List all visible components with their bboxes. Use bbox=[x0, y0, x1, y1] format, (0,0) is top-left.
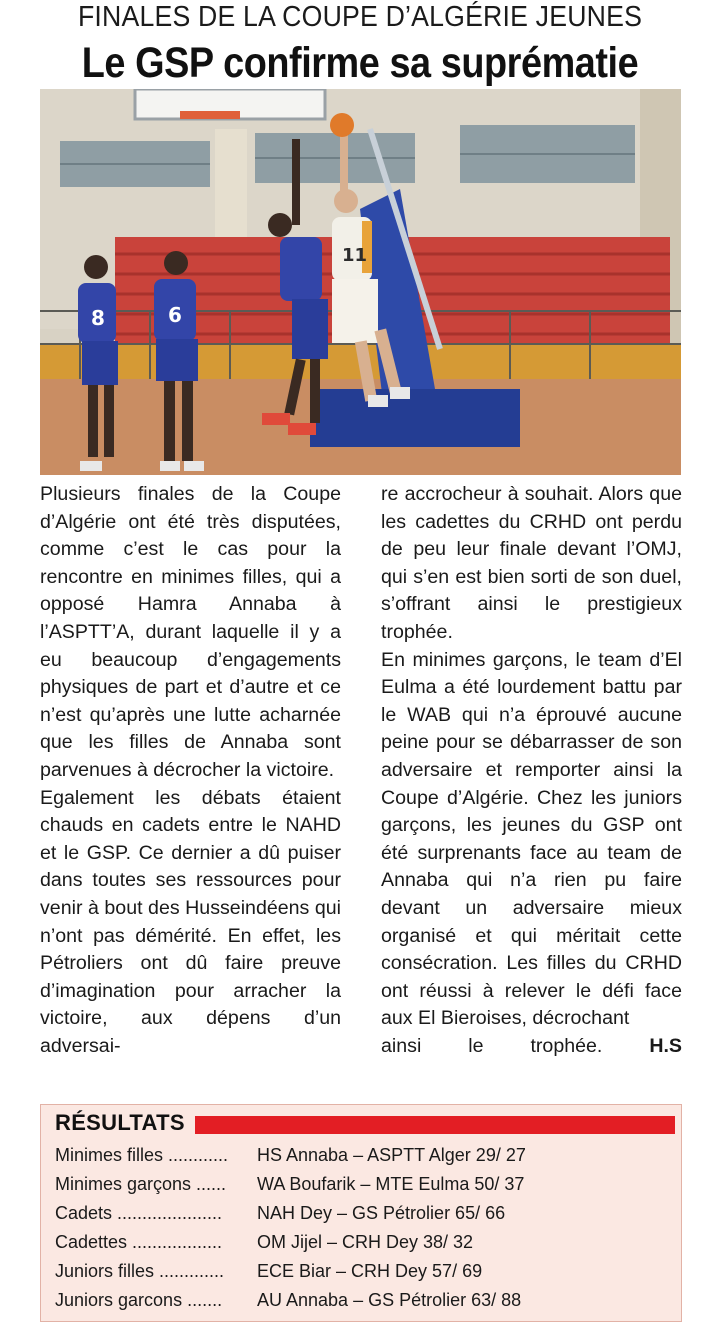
result-category: Juniors filles ............. bbox=[55, 1261, 225, 1281]
result-score: NAH Dey – GS Pétrolier 65/ 66 bbox=[257, 1203, 506, 1223]
results-list bbox=[55, 1141, 675, 1315]
results-box bbox=[40, 1104, 682, 1322]
results-title: RÉSULTATS bbox=[55, 1110, 185, 1135]
result-row bbox=[55, 1257, 675, 1286]
results-accent-bar bbox=[195, 1116, 675, 1134]
result-row bbox=[55, 1199, 675, 1228]
result-category: Minimes garçons ...... bbox=[55, 1174, 227, 1194]
article-closing-line bbox=[381, 1033, 682, 1061]
article-paragraph: En minimes garçons, le team d’El Eulma a été lourdement battu par le WAB qui n’a éprouvé aucune peine pour se débarrasser de son adversaire et remporter ainsi la Coupe d’Algérie. Chez les juniors garçons, les jeunes du GSP ont été surprenants face au team de Annaba qui n’a rien pu faire devant un adversaire mieux organisé et qui méritait cette consécration. Les filles du CRHD ont réussi à relever le défi face aux El Bieroises, décrochant bbox=[381, 648, 682, 1030]
article-headline: Le GSP confirme sa suprématie bbox=[81, 39, 639, 87]
result-category: Minimes filles ............ bbox=[55, 1145, 229, 1165]
article-column-right bbox=[381, 481, 682, 1060]
result-row bbox=[55, 1228, 675, 1257]
article-last-line: ainsi le trophée. bbox=[381, 1034, 603, 1057]
result-category: Cadettes .................. bbox=[55, 1232, 223, 1252]
basketball-photo bbox=[40, 89, 681, 475]
jersey-number: 8 bbox=[91, 306, 105, 330]
result-category: Juniors garcons ....... bbox=[55, 1290, 223, 1310]
article-signature: H.S bbox=[649, 1034, 682, 1057]
result-row bbox=[55, 1170, 675, 1199]
results-header bbox=[55, 1109, 677, 1137]
result-score: OM Jijel – CRH Dey 38/ 32 bbox=[257, 1232, 474, 1252]
result-row bbox=[55, 1286, 675, 1315]
article-paragraph: re accrocheur à souhait. Alors que les cadettes du CRHD ont perdu de peu leur finale devant l’OMJ, qui s’en est bien sorti de son duel, s’offrant ainsi le prestigieux trophée. bbox=[381, 483, 682, 643]
jersey-number: 6 bbox=[168, 303, 182, 327]
result-score: AU Annaba – GS Pétrolier 63/ 88 bbox=[257, 1290, 522, 1310]
result-score: WA Boufarik – MTE Eulma 50/ 37 bbox=[257, 1174, 525, 1194]
article-paragraph: Plusieurs finales de la Coupe d’Algérie ont été très disputées, comme c’est le cas pour la rencontre en minimes filles, qui a opposé Hamra Annaba à l’ASPTT’A, durant laquelle il y a eu beaucoup d’engagements physiques de part et d’autre et ce n’est qu’après une lutte acharnée que les filles de Annaba sont parvenues à décrocher la victoire. bbox=[40, 483, 341, 781]
article-kicker: FINALES DE LA COUPE D’ALGÉRIE JEUNES bbox=[77, 1, 643, 33]
jersey-number: 11 bbox=[342, 245, 368, 266]
article-column-left bbox=[40, 481, 341, 1060]
result-row bbox=[55, 1141, 675, 1170]
result-category: Cadets ..................... bbox=[55, 1203, 223, 1223]
photo-rim bbox=[180, 111, 240, 119]
result-score: HS Annaba – ASPTT Alger 29/ 27 bbox=[257, 1145, 526, 1165]
article-paragraph: Egalement les débats étaient chauds en cadets entre le NAHD et le GSP. Ce dernier a dû puiser dans toutes ses ressources pour venir à bout des Husseindéens qui n’ont pas démérité. En effet, les Pétroliers ont dû faire preuve d’imagination pour arracher la victoire, aux dépens d’un adversai- bbox=[40, 786, 341, 1057]
result-score: ECE Biar – CRH Dey 57/ 69 bbox=[257, 1261, 483, 1281]
article-body bbox=[40, 481, 682, 1093]
photo-stand-base bbox=[310, 389, 520, 447]
